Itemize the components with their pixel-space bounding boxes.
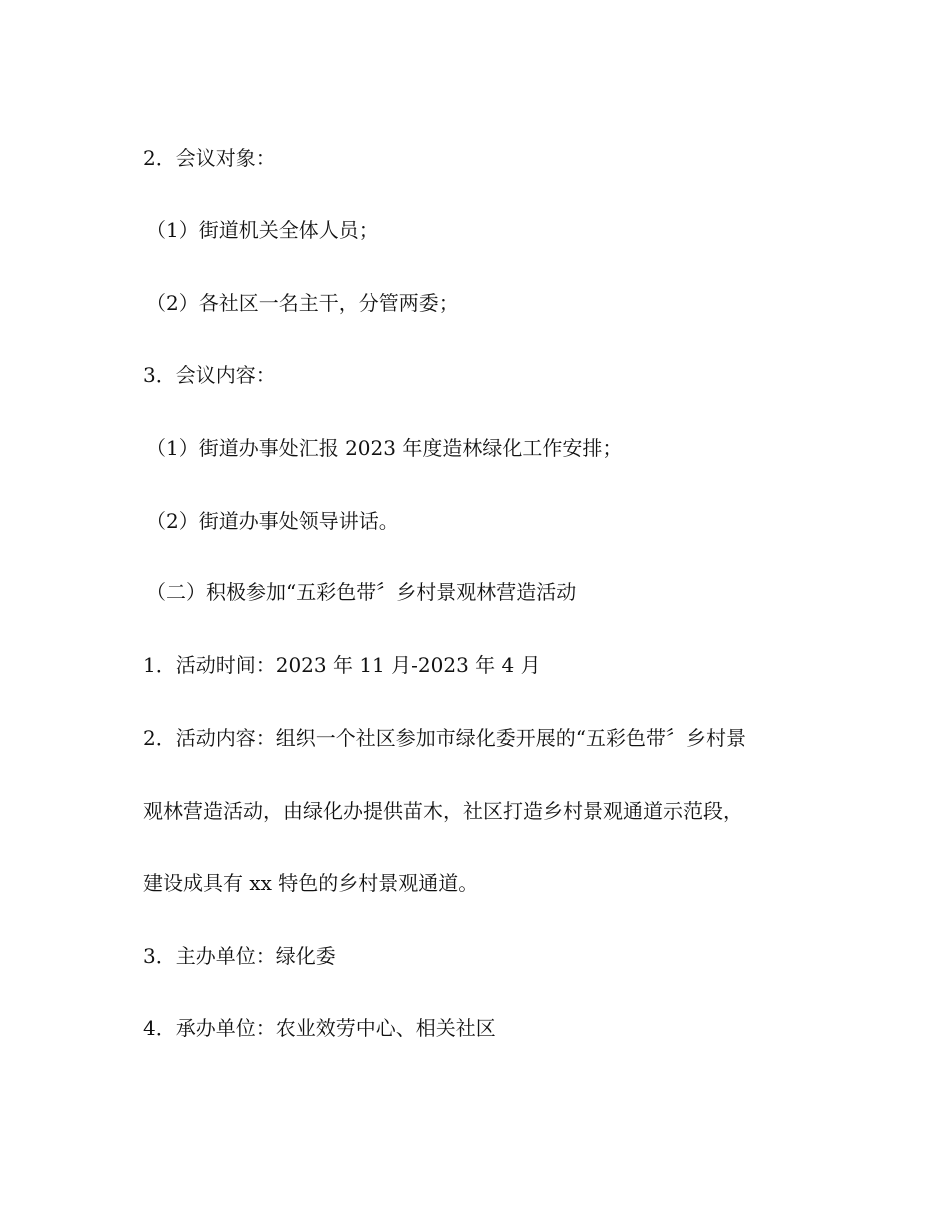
list-item-content-1: （1）街道办事处汇报 2023 年度造林绿化工作安排；	[146, 436, 623, 460]
co-organizer: 4．承办单位：农业效劳中心、相关社区	[143, 1016, 496, 1040]
activity-content-line-3: 建设成具有 xx 特色的乡村景观通道。	[143, 871, 479, 895]
list-item-attendee-2: （2）各社区一名主干，分管两委；	[146, 291, 459, 315]
section-heading-meeting-content: 3．会议内容：	[143, 363, 276, 387]
organizer: 3．主办单位：绿化委	[143, 944, 336, 968]
list-item-attendee-1: （1）街道机关全体人员；	[146, 218, 379, 242]
activity-content-line-1: 2．活动内容：组织一个社区参加市绿化委开展的“五彩色带〞乡村景	[143, 726, 746, 750]
list-item-content-2: （2）街道办事处领导讲话。	[146, 509, 399, 533]
section-heading-activity: （二）积极参加“五彩色带〞乡村景观林营造活动	[146, 580, 577, 604]
activity-content-line-2: 观林营造活动，由绿化办提供苗木，社区打造乡村景观通道示范段，	[143, 799, 743, 823]
section-heading-meeting-attendees: 2．会议对象：	[143, 146, 276, 170]
activity-time: 1．活动时间：2023 年 11 月-2023 年 4 月	[143, 653, 541, 677]
